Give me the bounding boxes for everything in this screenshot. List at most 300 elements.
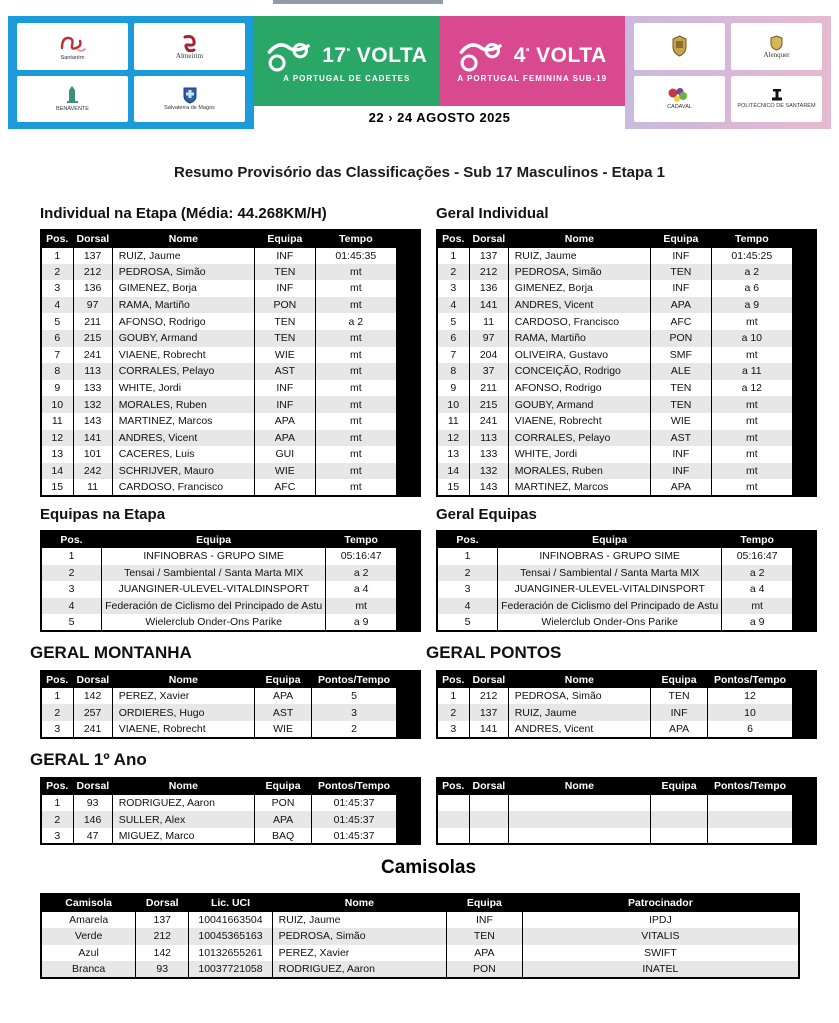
cell: 13 bbox=[41, 446, 73, 463]
cell bbox=[508, 795, 650, 812]
cell: 137 bbox=[469, 704, 508, 721]
header-cell: Equipa bbox=[255, 778, 312, 795]
header-cell: Pos. bbox=[41, 778, 73, 795]
section-title: GERAL PONTOS bbox=[426, 642, 562, 662]
cell: Branca bbox=[41, 961, 136, 978]
cell: INFINOBRAS - GRUPO SIME bbox=[498, 548, 722, 565]
table-row bbox=[437, 479, 793, 496]
table-header-row bbox=[437, 230, 793, 247]
header-cell: Nome bbox=[112, 778, 254, 795]
cell: APA bbox=[651, 297, 712, 314]
header-cell: Pontos/Tempo bbox=[312, 671, 397, 688]
cell: 15 bbox=[41, 479, 73, 496]
cell bbox=[708, 795, 793, 812]
camisolas-title: Camisolas bbox=[380, 857, 477, 879]
cell: 1 bbox=[41, 795, 73, 812]
cell: 137 bbox=[136, 911, 189, 928]
cell: 5 bbox=[41, 313, 73, 330]
cell: 5 bbox=[41, 614, 102, 631]
cell: 15 bbox=[437, 479, 469, 496]
header-cell: Tempo bbox=[326, 531, 397, 548]
cell: RUIZ, Jaume bbox=[508, 247, 650, 264]
cell: mt bbox=[315, 280, 397, 297]
cell: APA bbox=[651, 721, 708, 738]
table-header-row bbox=[41, 230, 397, 247]
table-header-row bbox=[437, 531, 793, 548]
table-row bbox=[437, 297, 793, 314]
cell: Amarela bbox=[41, 911, 136, 928]
table-row bbox=[41, 548, 397, 565]
cell: APA bbox=[255, 413, 316, 430]
cell: SCHRIJVER, Mauro bbox=[112, 463, 254, 480]
header-cell: Tempo bbox=[711, 230, 793, 247]
cell: 37 bbox=[469, 363, 508, 380]
cell: 137 bbox=[469, 247, 508, 264]
cell: a 10 bbox=[711, 330, 793, 347]
table-row bbox=[41, 688, 397, 705]
cell: APA bbox=[255, 688, 312, 705]
header-cell: Dorsal bbox=[469, 671, 508, 688]
cell bbox=[469, 795, 508, 812]
cell: AFONSO, Rodrigo bbox=[508, 380, 650, 397]
cell: 5 bbox=[437, 313, 469, 330]
cell: 2 bbox=[41, 264, 73, 281]
event-header bbox=[8, 16, 831, 129]
cell: ANDRES, Vicent bbox=[508, 297, 650, 314]
cell: 3 bbox=[41, 721, 73, 738]
table-filler-bar bbox=[794, 229, 817, 497]
cell: APA bbox=[447, 945, 523, 962]
sponsor-panel-right bbox=[625, 16, 831, 129]
cell: AST bbox=[255, 704, 312, 721]
cell: JUANGINER-ULEVEL-VITALDINSPORT bbox=[498, 581, 722, 598]
cell: a 9 bbox=[722, 614, 793, 631]
cell: 136 bbox=[73, 280, 112, 297]
cell: 01:45:25 bbox=[711, 247, 793, 264]
cell: mt bbox=[722, 598, 793, 615]
cell: 204 bbox=[469, 347, 508, 364]
logo-label: Salvaterra de Magos bbox=[164, 105, 215, 112]
cell: 97 bbox=[469, 330, 508, 347]
table-row bbox=[437, 446, 793, 463]
table-row bbox=[41, 396, 397, 413]
table-filler-bar bbox=[794, 777, 817, 846]
cell: mt bbox=[315, 264, 397, 281]
cell: GIMENEZ, Borja bbox=[112, 280, 254, 297]
cell: IPDJ bbox=[522, 911, 799, 928]
section-geral-montanha bbox=[30, 642, 421, 739]
cell: 142 bbox=[136, 945, 189, 962]
cell: 97 bbox=[73, 297, 112, 314]
cell: 132 bbox=[469, 463, 508, 480]
cell: mt bbox=[315, 463, 397, 480]
cell: 7 bbox=[437, 347, 469, 364]
cell: mt bbox=[711, 446, 793, 463]
table-row bbox=[437, 413, 793, 430]
cell: GOUBY, Armand bbox=[112, 330, 254, 347]
header-cell: Dorsal bbox=[73, 778, 112, 795]
table-row bbox=[41, 413, 397, 430]
cell: 11 bbox=[437, 413, 469, 430]
cadaval-logo-icon bbox=[667, 87, 693, 103]
cell: 12 bbox=[708, 688, 793, 705]
cell: AFC bbox=[651, 313, 712, 330]
geral-equipas-table bbox=[436, 530, 817, 632]
table-row bbox=[41, 581, 397, 598]
table-row bbox=[41, 704, 397, 721]
cell: RAMA, Martiño bbox=[508, 330, 650, 347]
table-row bbox=[437, 330, 793, 347]
table-row bbox=[41, 297, 397, 314]
table-row bbox=[41, 614, 397, 631]
cell bbox=[651, 828, 708, 845]
cell: mt bbox=[315, 479, 397, 496]
cell: 12 bbox=[41, 430, 73, 447]
table-header-row bbox=[41, 894, 799, 911]
table-row bbox=[437, 363, 793, 380]
cell: BAQ bbox=[255, 828, 312, 845]
cell: 6 bbox=[708, 721, 793, 738]
cell: 3 bbox=[41, 828, 73, 845]
cell: 8 bbox=[437, 363, 469, 380]
cell: Tensai / Sambiental / Santa Marta MIX bbox=[102, 565, 326, 582]
section-title: Equipas na Etapa bbox=[40, 505, 166, 523]
cell: SMF bbox=[651, 347, 712, 364]
cell bbox=[508, 811, 650, 828]
etapa-individual-table bbox=[40, 229, 421, 497]
cell: GUI bbox=[255, 446, 316, 463]
header-cell: Equipa bbox=[255, 671, 312, 688]
cell: 101 bbox=[73, 446, 112, 463]
cell: 6 bbox=[437, 330, 469, 347]
logo-label: CADAVAL bbox=[667, 104, 692, 111]
section-equipas-etapa bbox=[40, 506, 421, 632]
table-filler-bar bbox=[398, 777, 421, 846]
cell: WIE bbox=[255, 347, 316, 364]
section-geral-equipas bbox=[436, 506, 817, 632]
table-row bbox=[41, 598, 397, 615]
header-cell: Pos. bbox=[41, 671, 73, 688]
cell: a 4 bbox=[326, 581, 397, 598]
table-filler-bar bbox=[794, 670, 817, 739]
cell bbox=[651, 811, 708, 828]
cell: 3 bbox=[437, 581, 498, 598]
cell: VITALIS bbox=[522, 928, 799, 945]
cell: ORDIERES, Hugo bbox=[112, 704, 254, 721]
header-cell: Patrocinador bbox=[522, 894, 799, 911]
cell: INF bbox=[255, 280, 316, 297]
cell: 1 bbox=[437, 688, 469, 705]
cell: INFINOBRAS - GRUPO SIME bbox=[102, 548, 326, 565]
scan-artifact bbox=[273, 0, 443, 4]
cell: mt bbox=[326, 598, 397, 615]
cell: 136 bbox=[469, 280, 508, 297]
table-row bbox=[41, 721, 397, 738]
cell: TEN bbox=[651, 396, 712, 413]
header-cell: Nome bbox=[508, 671, 650, 688]
empty-classification-table bbox=[436, 777, 817, 846]
cell: mt bbox=[711, 413, 793, 430]
cell: 2 bbox=[312, 721, 397, 738]
table-filler-bar bbox=[398, 530, 421, 632]
cell: mt bbox=[315, 330, 397, 347]
cell: WIE bbox=[255, 463, 316, 480]
table-row bbox=[437, 347, 793, 364]
cell: 1 bbox=[41, 247, 73, 264]
cell: INF bbox=[255, 380, 316, 397]
table-row bbox=[437, 247, 793, 264]
table-row bbox=[41, 928, 799, 945]
cell: 143 bbox=[469, 479, 508, 496]
cell: 05:16:47 bbox=[326, 548, 397, 565]
cell bbox=[708, 811, 793, 828]
header-cell: Dorsal bbox=[73, 230, 112, 247]
cell: mt bbox=[315, 347, 397, 364]
cell: a 12 bbox=[711, 380, 793, 397]
cell: 257 bbox=[73, 704, 112, 721]
cell: 47 bbox=[73, 828, 112, 845]
logo-cadaval bbox=[634, 76, 725, 123]
cell: 143 bbox=[73, 413, 112, 430]
volta-feminina-logo-icon bbox=[458, 39, 508, 73]
header-cell: Nome bbox=[112, 230, 254, 247]
cell: 4 bbox=[437, 297, 469, 314]
header-cell: Dorsal bbox=[469, 230, 508, 247]
header-cell: Lic. UCI bbox=[189, 894, 272, 911]
cell: mt bbox=[711, 313, 793, 330]
cell: 10132655261 bbox=[189, 945, 272, 962]
section-geral-pontos bbox=[426, 642, 817, 739]
cell: AFONSO, Rodrigo bbox=[112, 313, 254, 330]
table-row bbox=[41, 463, 397, 480]
cell: AST bbox=[651, 430, 712, 447]
cell: 113 bbox=[469, 430, 508, 447]
cell: 2 bbox=[41, 811, 73, 828]
cell: 212 bbox=[73, 264, 112, 281]
table-row bbox=[41, 961, 799, 978]
cell: INF bbox=[651, 463, 712, 480]
cell: INATEL bbox=[522, 961, 799, 978]
logo-label: Alenquer bbox=[763, 50, 790, 59]
cell: INF bbox=[447, 911, 523, 928]
cell: mt bbox=[315, 363, 397, 380]
cell: PEREZ, Xavier bbox=[272, 945, 446, 962]
table-row bbox=[41, 264, 397, 281]
cell: TEN bbox=[255, 330, 316, 347]
table-row bbox=[41, 313, 397, 330]
cell: mt bbox=[315, 430, 397, 447]
cell: APA bbox=[651, 479, 712, 496]
header-cell: Equipa bbox=[651, 671, 708, 688]
cell: PON bbox=[255, 297, 316, 314]
table-row bbox=[437, 581, 793, 598]
table-row bbox=[437, 795, 793, 812]
cell: a 6 bbox=[711, 280, 793, 297]
cell: 93 bbox=[136, 961, 189, 978]
table-header-row bbox=[41, 531, 397, 548]
cell: 10 bbox=[41, 396, 73, 413]
cell: a 2 bbox=[711, 264, 793, 281]
table-row bbox=[41, 380, 397, 397]
cell: 8 bbox=[41, 363, 73, 380]
cell: INF bbox=[651, 446, 712, 463]
header-cell: Pontos/Tempo bbox=[708, 778, 793, 795]
header-cell: Nome bbox=[508, 230, 650, 247]
table-row bbox=[437, 430, 793, 447]
cell: 11 bbox=[41, 413, 73, 430]
cell bbox=[437, 828, 469, 845]
table-row bbox=[41, 446, 397, 463]
cell: a 9 bbox=[326, 614, 397, 631]
table-row bbox=[437, 828, 793, 845]
cell: 133 bbox=[73, 380, 112, 397]
table-row bbox=[41, 795, 397, 812]
logo-santarem bbox=[17, 23, 128, 70]
event-dates: 22 › 24 AGOSTO 2025 bbox=[254, 106, 625, 129]
cell: SULLER, Alex bbox=[112, 811, 254, 828]
header-cell: Equipa bbox=[651, 778, 708, 795]
table-row bbox=[41, 828, 397, 845]
cell: Wielerclub Onder-Ons Parike bbox=[498, 614, 722, 631]
header-cell: Pontos/Tempo bbox=[708, 671, 793, 688]
banner-subtitle: A PORTUGAL FEMININA SUB-19 bbox=[457, 74, 608, 83]
table-row bbox=[41, 280, 397, 297]
logo-municipal-crest bbox=[634, 23, 725, 70]
cell: 10041663504 bbox=[189, 911, 272, 928]
cell: PEDROSA, Simão bbox=[508, 688, 650, 705]
cell: 12 bbox=[437, 430, 469, 447]
cell: 137 bbox=[73, 247, 112, 264]
cell: 132 bbox=[73, 396, 112, 413]
table-row bbox=[41, 430, 397, 447]
page-title: Resumo Provisório das Classificações - Sub 17 Masculinos - Etapa 1 bbox=[173, 164, 665, 181]
table-filler-bar bbox=[794, 530, 817, 632]
cell: 10 bbox=[708, 704, 793, 721]
cell: WHITE, Jordi bbox=[508, 446, 650, 463]
table-header-row bbox=[41, 671, 397, 688]
cell: TEN bbox=[651, 688, 708, 705]
cell: a 2 bbox=[315, 313, 397, 330]
logo-label: BENAVENTE bbox=[56, 106, 89, 113]
section-geral-1ano bbox=[30, 749, 421, 846]
table-row bbox=[41, 565, 397, 582]
cell: CARDOSO, Francisco bbox=[508, 313, 650, 330]
section-geral-individual bbox=[436, 205, 817, 497]
cell bbox=[437, 795, 469, 812]
banner-title: $4^ª$ VOLTA bbox=[513, 44, 607, 67]
camisolas-table bbox=[40, 893, 800, 978]
logo-benavente bbox=[17, 76, 128, 123]
cell: 14 bbox=[41, 463, 73, 480]
table-row bbox=[437, 463, 793, 480]
cell: 4 bbox=[41, 598, 102, 615]
cell: ANDRES, Vicent bbox=[112, 430, 254, 447]
cell: INF bbox=[651, 247, 712, 264]
logo-politecnico bbox=[731, 76, 822, 123]
cell bbox=[508, 828, 650, 845]
cell: mt bbox=[711, 347, 793, 364]
header-cell: Tempo bbox=[722, 531, 793, 548]
cell: mt bbox=[711, 430, 793, 447]
table-row bbox=[41, 247, 397, 264]
table-row bbox=[437, 396, 793, 413]
cell: VIAENE, Robrecht bbox=[112, 347, 254, 364]
cell: 3 bbox=[437, 280, 469, 297]
table-row bbox=[437, 598, 793, 615]
cell: 1 bbox=[437, 247, 469, 264]
table-row bbox=[41, 330, 397, 347]
table-row bbox=[437, 264, 793, 281]
header-cell: Pos. bbox=[437, 230, 469, 247]
municipal-crest-icon bbox=[671, 35, 688, 57]
cell: RUIZ, Jaume bbox=[508, 704, 650, 721]
sponsor-panel-left bbox=[8, 16, 254, 129]
header-cell: Equipa bbox=[255, 230, 316, 247]
cell: 2 bbox=[41, 704, 73, 721]
logo-almeirim bbox=[134, 23, 245, 70]
header-cell: Nome bbox=[508, 778, 650, 795]
table-row bbox=[437, 565, 793, 582]
cell: MARTINEZ, Marcos bbox=[112, 413, 254, 430]
almeirim-logo-icon bbox=[180, 34, 200, 52]
cell: WIE bbox=[651, 413, 712, 430]
equipas-etapa-table bbox=[40, 530, 421, 632]
cell: JUANGINER-ULEVEL-VITALDINSPORT bbox=[102, 581, 326, 598]
cell: 01:45:37 bbox=[312, 828, 397, 845]
cell: Federación de Ciclismo del Principado de Astu bbox=[102, 598, 326, 615]
banner-cadetes bbox=[254, 16, 440, 106]
cell: RUIZ, Jaume bbox=[272, 911, 446, 928]
cell: TEN bbox=[651, 380, 712, 397]
cell: 10 bbox=[437, 396, 469, 413]
geral-montanha-table bbox=[40, 670, 421, 739]
cell: 6 bbox=[41, 330, 73, 347]
cell: 5 bbox=[437, 614, 498, 631]
cell: mt bbox=[711, 396, 793, 413]
header-cell: Equipa bbox=[447, 894, 523, 911]
cell: VIAENE, Robrecht bbox=[112, 721, 254, 738]
banner-feminina bbox=[440, 16, 626, 106]
cell: 9 bbox=[437, 380, 469, 397]
cell: INF bbox=[651, 280, 712, 297]
cell: mt bbox=[315, 446, 397, 463]
cell: WIE bbox=[255, 721, 312, 738]
cell: Wielerclub Onder-Ons Parike bbox=[102, 614, 326, 631]
section-title: Geral Equipas bbox=[436, 505, 537, 523]
cell: 241 bbox=[73, 347, 112, 364]
cell: CACERES, Luis bbox=[112, 446, 254, 463]
header-cell: Equipa bbox=[651, 230, 712, 247]
cell: TEN bbox=[651, 264, 712, 281]
table-row bbox=[437, 688, 793, 705]
geral-individual-table bbox=[436, 229, 817, 497]
cell: a 2 bbox=[326, 565, 397, 582]
cell: PON bbox=[651, 330, 712, 347]
cell: OLIVEIRA, Gustavo bbox=[508, 347, 650, 364]
cell: PON bbox=[255, 795, 312, 812]
cell: a 11 bbox=[711, 363, 793, 380]
cell: PEDROSA, Simão bbox=[112, 264, 254, 281]
cell: 1 bbox=[41, 548, 102, 565]
cell: INF bbox=[255, 247, 316, 264]
table-row bbox=[437, 721, 793, 738]
cell: 141 bbox=[469, 721, 508, 738]
cell: 242 bbox=[73, 463, 112, 480]
cell: 10045365163 bbox=[189, 928, 272, 945]
cell: MIGUEZ, Marco bbox=[112, 828, 254, 845]
table-header-row bbox=[437, 671, 793, 688]
cell: GOUBY, Armand bbox=[508, 396, 650, 413]
